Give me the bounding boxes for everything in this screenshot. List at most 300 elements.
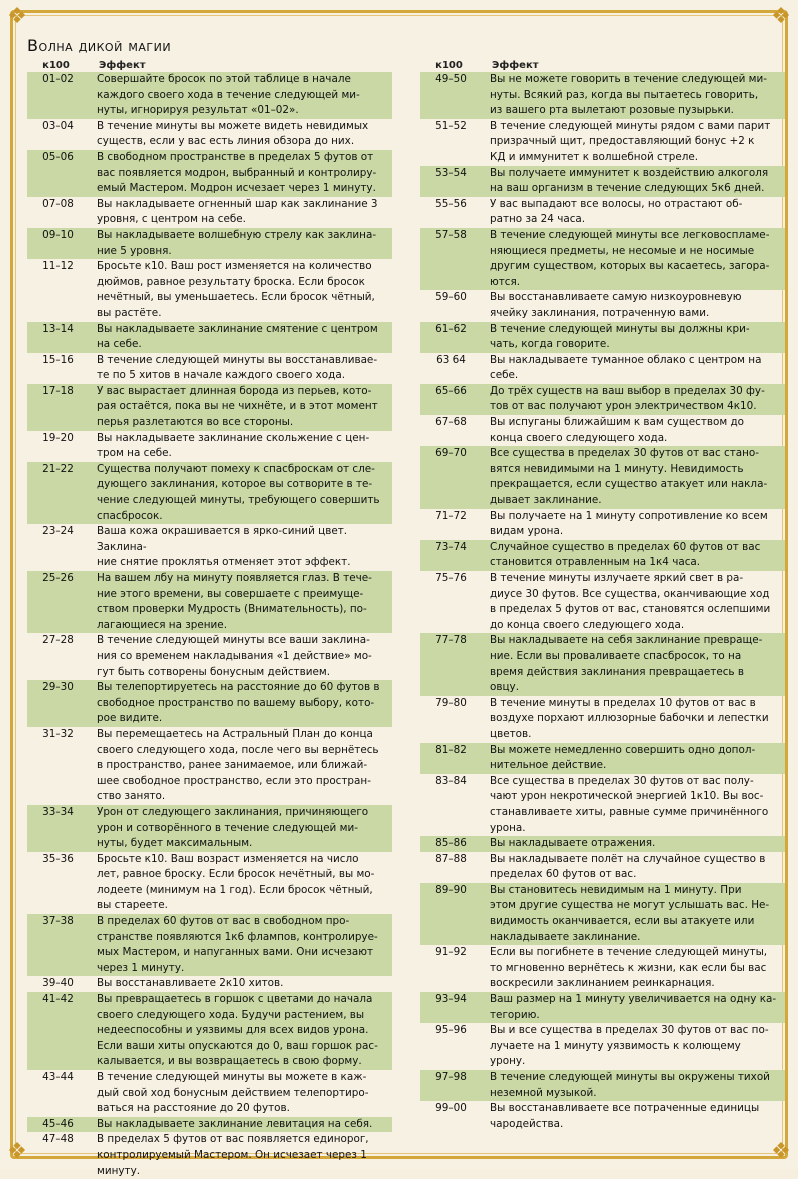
effect-text xyxy=(482,384,785,415)
roll-range: 49–50 xyxy=(435,73,467,85)
effect-text xyxy=(482,743,785,774)
table-row xyxy=(420,774,785,836)
table-row xyxy=(27,119,392,150)
roll-range: 17–18 xyxy=(42,384,74,397)
table-row xyxy=(27,322,392,353)
effect-line: Вы накладываете заклинание левитация на себя. xyxy=(97,1117,373,1130)
roll-range: 37–38 xyxy=(42,915,74,928)
roll-range: 59–60 xyxy=(435,291,467,304)
table-row xyxy=(27,228,392,259)
effect-line: воскресили заклинанием реинкарнация. xyxy=(490,977,715,990)
roll-range: 41–42 xyxy=(42,993,74,1006)
effect-line: контролируемый Мастером. Он исчезает через 1 xyxy=(97,1148,367,1161)
effect-line: нительное действие. xyxy=(490,759,607,772)
effect-line: себе. xyxy=(490,369,519,382)
page-title: Волна дикой магии xyxy=(27,36,172,55)
roll-range: 89–90 xyxy=(435,883,467,896)
roll-range: 77–78 xyxy=(435,634,467,647)
table-row xyxy=(27,353,392,384)
effect-line: Все существа в пределах 30 футов от вас полу- xyxy=(490,774,754,787)
roll-range: 85–86 xyxy=(435,837,467,850)
effect-line: недееспособны и уязвимы для всех видов урона. xyxy=(97,1024,369,1037)
effect-line: нуты. Всякий раз, когда вы пытаетесь говорить, xyxy=(490,88,759,101)
roll-range: 47–48 xyxy=(42,1133,74,1146)
effect-line: В пределах 5 футов от вас появляется единорог, xyxy=(97,1133,369,1146)
effect-line: конца своего следующего хода. xyxy=(490,431,668,444)
table-row xyxy=(27,259,392,321)
effect-text xyxy=(482,166,785,197)
effect-text xyxy=(482,197,785,228)
roll-range: 97–98 xyxy=(435,1071,467,1083)
effect-text xyxy=(89,197,392,228)
roll-range: 51–52 xyxy=(435,119,467,132)
effect-text xyxy=(482,540,785,571)
effect-line: урон и сотворённого в течение следующей ми- xyxy=(97,821,358,834)
effect-line: рое видите. xyxy=(97,712,163,725)
effect-text xyxy=(482,415,785,446)
effect-text xyxy=(89,1070,392,1117)
effect-line: вас появляется модрон, выбранный и контролиру- xyxy=(97,166,377,179)
effect-text xyxy=(89,353,392,384)
effect-line: через 1 минуту. xyxy=(97,961,185,974)
header-effect: Эффект xyxy=(99,59,146,71)
roll-range: 67–68 xyxy=(435,416,467,429)
effect-line: овцу. xyxy=(490,681,520,694)
effect-line: в пространство, ранее занимаемое, или ближай- xyxy=(97,759,368,772)
corner-ornament-icon: ❖ xyxy=(771,1139,791,1164)
roll-range: 73–74 xyxy=(435,540,467,553)
effect-text xyxy=(89,431,392,462)
effect-line: ние этого времени, вы совершаете с преимуще- xyxy=(97,587,364,600)
effect-line: пределах 60 футов от вас. xyxy=(490,868,637,881)
effect-line: тром на себе. xyxy=(97,447,172,460)
effect-line: видимость оканчивается, если вы атакуете или xyxy=(490,915,755,928)
effect-line: Вы становитесь невидимым на 1 минуту. При xyxy=(490,883,742,896)
table-row xyxy=(420,743,785,774)
effect-line: КД и иммунитет к волшебной стреле. xyxy=(490,150,699,163)
effect-line: Вы накладываете туманное облако с центром на xyxy=(490,353,762,366)
effect-text xyxy=(482,992,785,1023)
corner-ornament-icon: ❖ xyxy=(771,4,791,29)
effect-text xyxy=(482,290,785,321)
effect-line: на себе. xyxy=(97,338,142,351)
table-row xyxy=(27,992,392,1070)
table-row xyxy=(27,524,392,571)
corner-ornament-icon: ❖ xyxy=(7,1139,27,1164)
effect-text xyxy=(482,633,785,695)
effect-line: странстве появляются 1к6 флампов, контролируе- xyxy=(97,930,378,943)
table-body xyxy=(420,72,785,1132)
effect-text xyxy=(89,259,392,321)
effect-line: В течение следующей минуты рядом с вами парит xyxy=(490,119,771,132)
effect-line: Урон от следующего заклинания, причиняющего xyxy=(97,805,369,818)
roll-range: 57–58 xyxy=(435,228,467,241)
effect-line: В течение следующей минуты вы окружены тихой xyxy=(490,1071,770,1083)
roll-range: 19–20 xyxy=(42,431,74,444)
effect-line: на ваш организм в течение следующих 5к6 дней. xyxy=(490,182,765,195)
effect-line: нечётный, вы уменьшаетесь. Если бросок чётный, xyxy=(97,291,375,304)
effect-text xyxy=(482,945,785,992)
table-row xyxy=(420,384,785,415)
effect-line: вятся невидимыми на 1 минуту. Невидимость xyxy=(490,462,744,475)
effect-line: Бросьте к10. Ваш рост изменяется на количество xyxy=(97,260,372,273)
corner-ornament-icon: ❖ xyxy=(7,4,27,29)
effect-line: до конца своего следующего хода. xyxy=(490,618,685,631)
effect-line: видам урона. xyxy=(490,525,564,538)
effect-text xyxy=(89,633,392,680)
effect-line: ния со временем накладывания «1 действие» мо- xyxy=(97,649,372,662)
table-row xyxy=(27,431,392,462)
effect-line: Вы перемещаетесь на Астральный План до конца xyxy=(97,727,373,740)
table-row xyxy=(27,1070,392,1117)
effect-text xyxy=(482,1023,785,1070)
table-row xyxy=(27,727,392,805)
effect-line: мых Мастером, и напуганных вами. Они исчезают xyxy=(97,946,374,959)
effect-line: прекращается, если существо атакует или накла- xyxy=(490,478,768,491)
effect-line: няющиеся предметы, не несомые и не носимые xyxy=(490,244,755,257)
table-row xyxy=(420,72,785,119)
table-row xyxy=(27,462,392,524)
table-row xyxy=(420,883,785,945)
table-row xyxy=(27,680,392,727)
roll-range: 09–10 xyxy=(42,228,74,241)
effect-line: Ваша кожа окрашивается в ярко-синий цвет. Заклина- xyxy=(97,525,348,553)
roll-range: 53–54 xyxy=(435,166,467,179)
effect-line: ние снятие проклятья отменяет этот эффект. xyxy=(97,556,351,569)
table-row xyxy=(420,540,785,571)
effect-line: своего следующего хода. Будучи растением, вы xyxy=(97,1008,365,1021)
effect-line: ние. Если вы проваливаете спасбросок, то на xyxy=(490,649,742,662)
effect-text xyxy=(482,119,785,166)
roll-range: 29–30 xyxy=(42,681,74,694)
effect-line: Вы накладываете полёт на случайное существо в xyxy=(490,852,766,865)
effect-line: из вашего рта вылетают розовые пузырьки. xyxy=(490,104,734,117)
roll-range: 75–76 xyxy=(435,572,467,584)
effect-text xyxy=(482,1101,785,1132)
effect-line: Вы накладываете отражения. xyxy=(490,837,656,850)
effect-text xyxy=(89,976,392,992)
effect-line: Совершайте бросок по этой таблице в начале xyxy=(97,73,351,85)
roll-range: 63 64 xyxy=(436,353,466,366)
roll-range: 43–44 xyxy=(42,1071,74,1083)
effect-line: чают урон некротической энергией 1к10. Вы вос- xyxy=(490,790,764,803)
effect-line: Вы и все существа в пределах 30 футов от вас по- xyxy=(490,1024,769,1037)
roll-range: 79–80 xyxy=(435,696,467,709)
effect-line: неземной музыкой. xyxy=(490,1086,597,1099)
effect-text xyxy=(482,852,785,883)
table-row xyxy=(27,805,392,852)
table-row xyxy=(420,290,785,321)
roll-range: 71–72 xyxy=(435,509,467,522)
effect-line: В течение минуты вы можете видеть невидимых xyxy=(97,119,369,132)
effect-line: тегорию. xyxy=(490,1008,540,1021)
effect-line: Вы получаете иммунитет к воздействию алкоголя xyxy=(490,166,769,179)
table-row xyxy=(27,150,392,197)
effect-text xyxy=(482,696,785,743)
roll-range: 95–96 xyxy=(435,1024,467,1037)
effect-line: На вашем лбу на минуту появляется глаз. В тече- xyxy=(97,572,372,584)
effect-line: ячейку заклинания, потраченную вами. xyxy=(490,306,710,319)
effect-line: рая остаётся, пока вы не чихнёте, и в этот момент xyxy=(97,400,378,413)
effect-line: калывается, и вы возвращаетесь в свою форму. xyxy=(97,1055,362,1068)
effect-text xyxy=(89,462,392,524)
effect-text xyxy=(482,228,785,290)
effect-line: чение следующей минуты, требующего совершить xyxy=(97,494,380,507)
effect-line: в пределах 5 футов от вас, становятся ослепшими xyxy=(490,603,771,616)
header-roll: к100 xyxy=(42,59,70,71)
table-row xyxy=(420,836,785,852)
table-row xyxy=(27,197,392,228)
table-header xyxy=(27,58,392,72)
effect-line: Вы восстанавливаете самую низкоуровневую xyxy=(490,291,742,304)
effect-text xyxy=(89,384,392,431)
effect-line: ваться на расстояние до 20 футов. xyxy=(97,1102,290,1115)
roll-range: 11–12 xyxy=(42,260,74,273)
effect-line: ством проверки Мудрость (Внимательность), по- xyxy=(97,603,367,616)
effect-line: ются. xyxy=(490,275,521,288)
effect-line: минуту. xyxy=(97,1164,141,1177)
roll-range: 61–62 xyxy=(435,322,467,335)
roll-range: 27–28 xyxy=(42,634,74,647)
roll-range: 03–04 xyxy=(42,119,74,132)
effect-line: В течение следующей минуты вы восстанавливае- xyxy=(97,353,378,366)
effect-line: Вы можете немедленно совершить одно допол- xyxy=(490,743,756,756)
effect-line: чать, когда говорите. xyxy=(490,338,610,351)
table-row xyxy=(27,976,392,992)
table-row xyxy=(420,945,785,992)
effect-line: В течение минуты излучаете яркий свет в ра- xyxy=(490,572,744,584)
effect-text xyxy=(482,1070,785,1101)
table-row xyxy=(420,1023,785,1070)
effect-line: свободное пространство по вашему выбору, кото- xyxy=(97,696,375,709)
effect-text xyxy=(482,774,785,836)
effect-text xyxy=(482,446,785,508)
table-row xyxy=(27,852,392,914)
effect-text xyxy=(89,1117,392,1133)
table-row xyxy=(27,384,392,431)
effect-line: Если вы погибнете в течение следующей минуты, xyxy=(490,946,768,959)
table-row xyxy=(420,696,785,743)
effect-line: становится отравленным на 1к4 часа. xyxy=(490,556,701,569)
effect-text xyxy=(482,509,785,540)
effect-text xyxy=(482,836,785,852)
effect-line: гут быть сотворены бонусным действием. xyxy=(97,665,331,678)
effect-line: время действия заклинания превращаетесь в xyxy=(490,665,744,678)
effect-line: накладываете заклинание. xyxy=(490,930,641,943)
effect-line: дюймов, равное результату броска. Если бросок xyxy=(97,275,365,288)
effect-line: лагающиеся на зрение. xyxy=(97,618,227,631)
effect-line: Вы восстанавливаете 2к10 хитов. xyxy=(97,977,284,990)
effect-text xyxy=(89,914,392,976)
effect-line: своего следующего хода, после чего вы вернётесь xyxy=(97,743,379,756)
table-row xyxy=(420,992,785,1023)
effect-text xyxy=(89,322,392,353)
header-roll: к100 xyxy=(435,59,463,71)
effect-line: существ, если у вас есть линия обзора до них. xyxy=(97,135,355,148)
effect-text xyxy=(89,680,392,727)
effect-line: До трёх существ на ваш выбор в пределах 30 фу- xyxy=(490,384,765,397)
roll-range: 81–82 xyxy=(435,743,467,756)
effect-text xyxy=(89,119,392,150)
effect-line: Вы получаете на 1 минуту сопротивление ко всем xyxy=(490,509,768,522)
effect-line: нуты, будет максимальным. xyxy=(97,837,253,850)
effect-line: этом другие существа не могут услышать вас. Не- xyxy=(490,899,770,912)
effect-line: вы стареете. xyxy=(97,899,168,912)
effect-line: ние 5 уровня. xyxy=(97,244,172,257)
table-row xyxy=(420,509,785,540)
effect-line: уровня, с центром на себе. xyxy=(97,213,246,226)
effect-line: емый Мастером. Модрон исчезает через 1 минуту. xyxy=(97,182,376,195)
table-row xyxy=(420,571,785,633)
effect-text xyxy=(89,992,392,1070)
effect-text xyxy=(89,228,392,259)
effect-text xyxy=(89,524,392,571)
roll-range: 13–14 xyxy=(42,322,74,335)
table-row xyxy=(420,852,785,883)
roll-range: 31–32 xyxy=(42,727,74,740)
table-row xyxy=(420,1101,785,1132)
table-row xyxy=(420,166,785,197)
effect-line: Вы накладываете волшебную стрелу как заклина- xyxy=(97,228,377,241)
effect-line: Вы превращаетесь в горшок с цветами до начала xyxy=(97,993,373,1006)
effect-text xyxy=(89,571,392,633)
roll-range: 45–46 xyxy=(42,1117,74,1130)
effect-line: вы растёте. xyxy=(97,306,162,319)
table-row xyxy=(27,914,392,976)
roll-range: 07–08 xyxy=(42,197,74,210)
table-header xyxy=(420,58,785,72)
effect-line: Вы накладываете на себя заклинание превраще- xyxy=(490,634,763,647)
effect-line: ство занято. xyxy=(97,790,166,803)
effect-line: призрачный щит, предоставляющий бонус +2 к xyxy=(490,135,755,148)
effect-line: урону. xyxy=(490,1055,526,1068)
effect-line: Ваш размер на 1 минуту увеличивается на одну ка- xyxy=(490,993,777,1006)
roll-range: 35–36 xyxy=(42,852,74,865)
effect-line: У вас выпадают все волосы, но отрастают об- xyxy=(490,197,743,210)
effect-line: перья разлетаются во все стороны. xyxy=(97,416,294,429)
effect-text xyxy=(89,852,392,914)
effect-line: Случайное существо в пределах 60 футов от вас xyxy=(490,540,761,553)
table-row xyxy=(420,353,785,384)
roll-range: 01–02 xyxy=(42,73,74,85)
table-body xyxy=(27,72,392,1179)
effect-line: У вас вырастает длинная борода из перьев, кото- xyxy=(97,384,372,397)
effect-text xyxy=(482,571,785,633)
effect-text xyxy=(482,883,785,945)
effect-line: диусе 30 футов. Все существа, оканчивающие ход xyxy=(490,587,770,600)
effect-line: Все существа в пределах 30 футов от вас стано- xyxy=(490,447,760,460)
effect-line: В течение следующей минуты вы можете в каж- xyxy=(97,1071,367,1083)
effect-line: воздухе порхают иллюзорные бабочки и лепестки xyxy=(490,712,769,725)
effect-line: лучаете на 1 минуту уязвимость к колющему xyxy=(490,1039,741,1052)
effect-text xyxy=(482,353,785,384)
table-row xyxy=(420,228,785,290)
table-right-column xyxy=(420,58,785,1132)
effect-line: Бросьте к10. Ваш возраст изменяется на число xyxy=(97,852,359,865)
effect-line: цветов. xyxy=(490,727,532,740)
roll-range: 21–22 xyxy=(42,462,74,475)
effect-line: В свободном пространстве в пределах 5 футов от xyxy=(97,150,374,163)
effect-line: урона. xyxy=(490,821,526,834)
effect-line: Вы накладываете заклинание скольжение с цен- xyxy=(97,431,370,444)
effect-line: те по 5 хитов в начале каждого своего хода. xyxy=(97,369,346,382)
effect-line: дующего заклинания, которое вы сотворите в те- xyxy=(97,478,373,491)
effect-line: лодеете (минимум на 1 год). Если бросок чётный, xyxy=(97,883,373,896)
roll-range: 25–26 xyxy=(42,572,74,584)
effect-line: дывает заклинание. xyxy=(490,494,602,507)
table-left-column xyxy=(27,58,392,1179)
effect-line: Вы телепортируетесь на расстояние до 60 футов в xyxy=(97,681,380,694)
effect-line: Вы не можете говорить в течение следующей ми- xyxy=(490,73,767,85)
effect-line: лет, равное броску. Если бросок нечётный, вы мо- xyxy=(97,868,375,881)
effect-line: В пределах 60 футов от вас в свободном про- xyxy=(97,915,350,928)
effect-line: дый свой ход бонусным действием телепортиро- xyxy=(97,1086,369,1099)
effect-text xyxy=(89,150,392,197)
effect-text xyxy=(482,72,785,119)
effect-line: станавливаете хиты, равные сумме причинённого xyxy=(490,805,769,818)
effect-line: В течение следующей минуты все ваши заклина- xyxy=(97,634,370,647)
roll-range: 69–70 xyxy=(435,447,467,460)
effect-line: Если ваши хиты опускаются до 0, ваш горшок рас- xyxy=(97,1039,378,1052)
effect-line: ратно за 24 часа. xyxy=(490,213,586,226)
table-row xyxy=(27,72,392,119)
roll-range: 39–40 xyxy=(42,977,74,990)
effect-line: В течение минуты в пределах 10 футов от вас в xyxy=(490,696,756,709)
table-row xyxy=(27,1117,392,1133)
effect-line: каждого своего хода в течение следующей ми- xyxy=(97,88,360,101)
effect-line: Вы накладываете огненный шар как заклинание 3 xyxy=(97,197,378,210)
effect-line: шее свободное пространство, если это простран- xyxy=(97,774,371,787)
roll-range: 15–16 xyxy=(42,353,74,366)
effect-text xyxy=(89,805,392,852)
table-row xyxy=(420,119,785,166)
roll-range: 65–66 xyxy=(435,384,467,397)
effect-line: чародейства. xyxy=(490,1117,564,1130)
effect-line: другим существом, которых вы касаетесь, загора- xyxy=(490,260,770,273)
effect-line: Вы испуганы ближайшим к вам существом до xyxy=(490,416,745,429)
roll-range: 05–06 xyxy=(42,150,74,163)
roll-range: 87–88 xyxy=(435,852,467,865)
roll-range: 23–24 xyxy=(42,525,74,538)
effect-line: Вы восстанавливаете все потраченные единицы xyxy=(490,1102,760,1115)
roll-range: 99–00 xyxy=(435,1102,467,1115)
effect-line: тов от вас получают урон электричеством 4к10. xyxy=(490,400,757,413)
roll-range: 55–56 xyxy=(435,197,467,210)
roll-range: 83–84 xyxy=(435,774,467,787)
effect-text xyxy=(89,727,392,805)
effect-text xyxy=(89,1132,392,1179)
table-row xyxy=(420,1070,785,1101)
effect-line: Существа получают помеху к спасброскам от сле- xyxy=(97,462,375,475)
table-row xyxy=(27,571,392,633)
effect-line: В течение следующей минуты все легковоспламе- xyxy=(490,228,770,241)
table-row xyxy=(420,415,785,446)
table-row xyxy=(420,197,785,228)
table-row xyxy=(27,633,392,680)
effect-text xyxy=(482,322,785,353)
effect-line: нуты, игнорируя результат «01–02». xyxy=(97,104,299,117)
effect-line: В течение следующей минуты вы должны кри- xyxy=(490,322,750,335)
roll-range: 93–94 xyxy=(435,993,467,1006)
table-row xyxy=(420,322,785,353)
roll-range: 91–92 xyxy=(435,946,467,959)
effect-text xyxy=(89,72,392,119)
header-effect: Эффект xyxy=(492,59,539,71)
table-row xyxy=(420,446,785,508)
effect-line: спасбросок. xyxy=(97,509,163,522)
effect-line: Вы накладываете заклинание смятение с центром xyxy=(97,322,378,335)
effect-line: то мгновенно вернётесь к жизни, как если бы вас xyxy=(490,961,767,974)
